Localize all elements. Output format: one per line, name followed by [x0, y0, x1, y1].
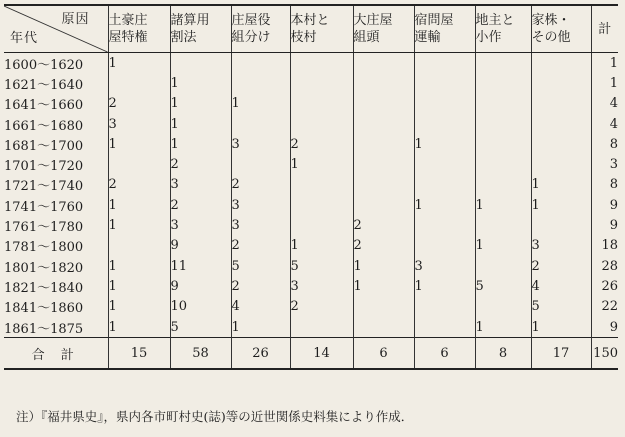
count-cell	[290, 114, 353, 134]
period-cell: 1781～1800	[4, 240, 84, 256]
period-cell: 1761～1780	[4, 220, 84, 236]
row-total-cell: 18	[591, 236, 618, 256]
table-row	[4, 53, 618, 74]
table-row	[4, 114, 618, 134]
count-cell	[475, 154, 531, 174]
category-header-4	[290, 5, 353, 53]
row-total-cell: 26	[591, 276, 618, 296]
count-cell	[231, 73, 290, 93]
count-cell: 2	[170, 154, 231, 174]
count-cell	[231, 154, 290, 174]
count-cell	[475, 73, 531, 93]
category-header-7	[475, 5, 531, 53]
category-header-line: 土豪庄	[108, 13, 148, 28]
column-total-cell: 14	[290, 338, 353, 370]
period-cell: 1821～1840	[4, 280, 84, 296]
count-cell: 1	[531, 195, 591, 215]
category-header-5	[353, 5, 414, 53]
table-row	[4, 236, 618, 256]
category-header-line: 大庄屋	[353, 13, 393, 28]
count-cell	[353, 175, 414, 195]
count-cell: 4	[531, 276, 591, 296]
count-cell: 1	[170, 73, 231, 93]
count-cell: 1	[108, 195, 170, 215]
category-header-6	[414, 5, 475, 53]
row-total-cell: 1	[591, 73, 618, 93]
count-cell	[353, 154, 414, 174]
count-cell: 2	[231, 175, 290, 195]
column-total-cell: 17	[531, 338, 591, 370]
count-cell	[475, 114, 531, 134]
count-cell	[414, 73, 475, 93]
totals-row	[4, 338, 618, 370]
grand-total-cell: 150	[591, 338, 618, 370]
count-cell: 5	[170, 317, 231, 338]
count-cell	[108, 154, 170, 174]
total-header: 計	[591, 5, 618, 53]
category-header-line: 小作	[475, 30, 502, 45]
count-cell	[414, 94, 475, 114]
count-cell: 2	[353, 236, 414, 256]
count-cell: 5	[231, 256, 290, 276]
count-cell: 3	[231, 195, 290, 215]
table-row	[4, 73, 618, 93]
count-cell	[414, 154, 475, 174]
dispute-cause-table	[4, 4, 618, 370]
count-cell: 3	[531, 236, 591, 256]
table-row	[4, 175, 618, 195]
count-cell: 1	[475, 195, 531, 215]
period-cell: 1681～1700	[4, 138, 84, 154]
count-cell: 1	[231, 317, 290, 338]
count-cell	[290, 53, 353, 74]
period-cell: 1641～1660	[4, 98, 84, 114]
table-row	[4, 94, 618, 114]
column-total-cell: 6	[353, 338, 414, 370]
count-cell	[475, 94, 531, 114]
count-cell	[531, 73, 591, 93]
count-cell	[290, 195, 353, 215]
count-cell: 1	[108, 317, 170, 338]
count-cell	[108, 73, 170, 93]
totals-label: 合 計	[4, 338, 108, 370]
count-cell	[353, 53, 414, 74]
row-total-cell: 9	[591, 215, 618, 235]
count-cell: 3	[231, 134, 290, 154]
count-cell	[414, 297, 475, 317]
count-cell	[108, 236, 170, 256]
header-row	[4, 5, 618, 53]
row-total-cell: 4	[591, 114, 618, 134]
count-cell: 2	[170, 195, 231, 215]
table-row	[4, 134, 618, 154]
count-cell: 3	[231, 215, 290, 235]
count-cell	[290, 175, 353, 195]
table-row	[4, 317, 618, 338]
count-cell: 2	[290, 134, 353, 154]
count-cell	[475, 134, 531, 154]
category-header-line: その他	[531, 30, 571, 45]
table-row	[4, 195, 618, 215]
count-cell	[353, 317, 414, 338]
period-cell: 1621～1640	[4, 77, 84, 93]
row-total-cell: 22	[591, 297, 618, 317]
count-cell	[531, 94, 591, 114]
source-note: 注）『福井県史』，県内各市町村史(誌)等の近世関係史料集により作成．	[16, 409, 414, 424]
count-cell	[414, 236, 475, 256]
count-cell	[290, 94, 353, 114]
category-header-line: 家株・	[531, 13, 571, 28]
count-cell: 2	[231, 236, 290, 256]
count-cell	[170, 53, 231, 74]
count-cell	[531, 114, 591, 134]
category-header-line: 運輸	[414, 30, 441, 45]
row-total-cell: 1	[591, 53, 618, 74]
category-header-line: 組分け	[231, 30, 271, 45]
count-cell	[414, 175, 475, 195]
count-cell: 2	[108, 175, 170, 195]
table-row	[4, 297, 618, 317]
count-cell	[353, 134, 414, 154]
count-cell: 1	[108, 215, 170, 235]
count-cell	[414, 53, 475, 74]
count-cell: 5	[475, 276, 531, 296]
count-cell	[414, 114, 475, 134]
period-cell: 1661～1680	[4, 118, 84, 134]
column-total-cell: 15	[108, 338, 170, 370]
table-row	[4, 276, 618, 296]
count-cell: 5	[531, 297, 591, 317]
table-row	[4, 256, 618, 276]
category-header-line: 宿問屋	[414, 13, 454, 28]
count-cell	[290, 317, 353, 338]
count-cell: 1	[290, 154, 353, 174]
category-header-line: 地主と	[475, 13, 515, 28]
count-cell: 4	[231, 297, 290, 317]
count-cell	[531, 215, 591, 235]
count-cell	[353, 94, 414, 114]
count-cell: 3	[414, 256, 475, 276]
category-header-line: 本村と	[290, 13, 330, 28]
corner-header-cell	[4, 5, 108, 53]
count-cell: 3	[108, 114, 170, 134]
count-cell: 2	[531, 256, 591, 276]
count-cell: 2	[290, 297, 353, 317]
count-cell: 1	[108, 53, 170, 74]
count-cell	[475, 175, 531, 195]
count-cell	[353, 297, 414, 317]
count-cell: 1	[414, 276, 475, 296]
count-cell: 1	[353, 256, 414, 276]
cause-axis-label: 原因	[61, 12, 90, 27]
period-cell: 1801～1820	[4, 260, 84, 276]
count-cell: 2	[108, 94, 170, 114]
count-cell: 1	[108, 256, 170, 276]
count-cell	[290, 73, 353, 93]
category-header-2	[170, 5, 231, 53]
count-cell: 1	[170, 94, 231, 114]
count-cell	[290, 215, 353, 235]
count-cell	[475, 297, 531, 317]
period-cell: 1841～1860	[4, 301, 84, 317]
period-cell: 1701～1720	[4, 159, 84, 175]
column-total-cell: 6	[414, 338, 475, 370]
count-cell: 3	[170, 175, 231, 195]
row-total-cell: 3	[591, 154, 618, 174]
count-cell: 10	[170, 297, 231, 317]
count-cell: 1	[231, 94, 290, 114]
count-cell	[475, 215, 531, 235]
count-cell	[531, 53, 591, 74]
count-cell: 9	[170, 236, 231, 256]
row-total-cell: 9	[591, 195, 618, 215]
count-cell: 1	[531, 317, 591, 338]
count-cell: 2	[353, 215, 414, 235]
period-axis-label: 年代	[10, 31, 39, 46]
column-total-cell: 26	[231, 338, 290, 370]
count-cell: 1	[475, 236, 531, 256]
period-cell: 1721～1740	[4, 179, 84, 195]
table-row	[4, 154, 618, 174]
count-cell	[353, 73, 414, 93]
count-cell: 1	[531, 175, 591, 195]
count-cell	[475, 53, 531, 74]
count-cell: 5	[290, 256, 353, 276]
count-cell	[231, 114, 290, 134]
period-cell: 1741～1760	[4, 199, 84, 215]
count-cell: 1	[170, 114, 231, 134]
count-cell: 2	[231, 276, 290, 296]
count-cell: 1	[353, 276, 414, 296]
category-header-line: 諸算用	[170, 13, 210, 28]
count-cell: 1	[414, 134, 475, 154]
row-total-cell: 4	[591, 94, 618, 114]
count-cell	[353, 195, 414, 215]
count-cell: 1	[414, 195, 475, 215]
count-cell: 1	[108, 297, 170, 317]
count-cell: 3	[170, 215, 231, 235]
count-cell	[231, 53, 290, 74]
count-cell	[531, 134, 591, 154]
count-cell: 1	[108, 276, 170, 296]
row-total-cell: 8	[591, 134, 618, 154]
category-header-line: 屋特権	[108, 30, 148, 45]
count-cell: 3	[290, 276, 353, 296]
count-cell	[531, 154, 591, 174]
count-cell: 9	[170, 276, 231, 296]
count-cell: 1	[290, 236, 353, 256]
count-cell: 1	[475, 317, 531, 338]
category-header-line: 割法	[170, 30, 197, 45]
category-header-3	[231, 5, 290, 53]
count-cell	[414, 317, 475, 338]
count-cell: 11	[170, 256, 231, 276]
category-header-1	[108, 5, 170, 53]
count-cell: 1	[170, 134, 231, 154]
period-cell: 1600～1620	[4, 57, 84, 73]
category-header-line: 枝村	[290, 30, 317, 45]
column-total-cell: 8	[475, 338, 531, 370]
count-cell	[414, 215, 475, 235]
period-cell: 1861～1875	[4, 321, 84, 337]
category-header-line: 組頭	[353, 30, 380, 45]
category-header-line: 庄屋役	[231, 13, 271, 28]
column-total-cell: 58	[170, 338, 231, 370]
row-total-cell: 28	[591, 256, 618, 276]
table-row	[4, 215, 618, 235]
count-cell: 1	[108, 134, 170, 154]
category-header-8	[531, 5, 591, 53]
row-total-cell: 9	[591, 317, 618, 338]
count-cell	[475, 256, 531, 276]
count-cell	[353, 114, 414, 134]
row-total-cell: 8	[591, 175, 618, 195]
